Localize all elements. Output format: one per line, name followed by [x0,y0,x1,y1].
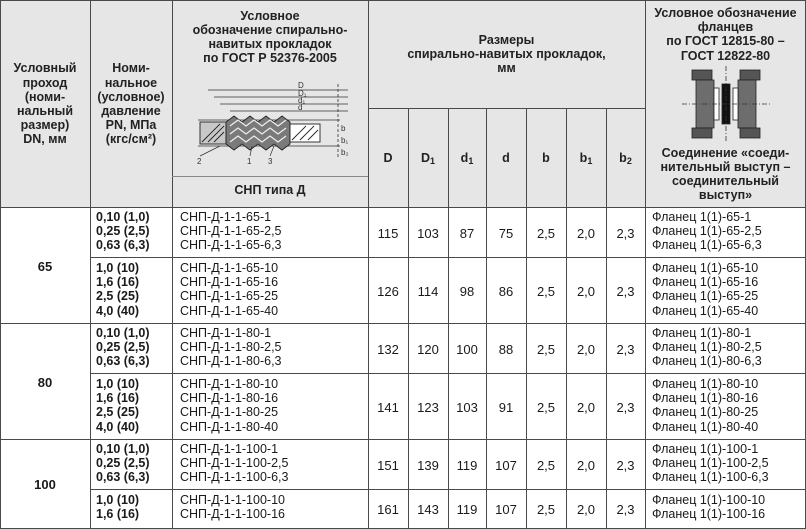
table-border [0,0,1,529]
dim-D1: 123 [417,399,439,415]
dim-d: 75 [498,225,514,241]
dim-b1: 2,0 [576,225,596,241]
dim-b2: 2,3 [616,502,635,517]
dim-d1: 98 [459,283,475,299]
dim-d: 107 [495,457,517,473]
dim-b2: 2,3 [616,283,635,299]
column-divider [172,0,173,529]
symbol-b2: b $_2$ [619,151,632,166]
pressure-list: 1,0 (10) 1,6 (16) 2,5 (25) 4,0 (40) [96,377,140,434]
dim-b: 2,5 [536,457,556,473]
header-flange-title: Условное обозначение фланцев по ГОСТ 12815-80 – ГОСТ 12822-80 [654,6,797,63]
header-divider [0,207,806,208]
dim-b2: 2,3 [616,225,635,241]
row-divider [90,373,806,374]
header-divider [172,176,368,177]
dim-d: 107 [495,502,517,517]
column-divider [368,0,369,529]
flange-list: Фланец 1(1)-65-1 Фланец 1(1)-65-2,5 Фланец 1(1)-65-6,3 [652,210,762,253]
dim-b2: 2,3 [616,399,635,415]
column-divider [486,108,487,529]
dim-d1: 119 [456,502,478,517]
dim-b: 2,5 [536,399,556,415]
gasket-list: СНП-Д-1-1-100-1 СНП-Д-1-1-100-2,5 СНП-Д-1-1-100-6,3 [180,442,289,485]
symbol-D: D [383,151,393,165]
gasket-list: СНП-Д-1-1-65-1 СНП-Д-1-1-65-2,5 СНП-Д-1-1-65-6,3 [180,210,282,253]
dim-D1: 120 [417,341,439,357]
column-divider [645,0,646,529]
gasket-list: СНП-Д-1-1-80-10 СНП-Д-1-1-80-16 СНП-Д-1-1-80-25 СНП-Д-1-1-80-40 [180,377,279,434]
flange-list: Фланец 1(1)-100-1 Фланец 1(1)-100-2,5 Фланец 1(1)-100-6,3 [652,442,769,485]
header-gasket-type: СНП типа Д [234,183,306,198]
figure-label-3: 3 [268,157,273,166]
dim-b: 2,5 [536,341,556,357]
figure-label-2: 2 [197,157,202,166]
flange-list: Фланец 1(1)-65-10 Фланец 1(1)-65-16 Фланец 1(1)-65-25 Фланец 1(1)-65-40 [652,261,759,318]
dn-80: 80 [37,374,53,390]
dim-D: 132 [377,341,399,357]
dn-100: 100 [34,477,56,492]
dim-D: 126 [377,283,399,299]
flange-drawing [682,66,770,142]
header-pn: Номи- нальное (условное) давление PN, МПа (кгс/см²) [97,61,165,147]
dim-d: 91 [498,399,514,415]
symbol-D1: D $_1$ [420,151,436,166]
dim-D1: 143 [417,502,439,517]
dim-d1: 103 [456,399,478,415]
dn-65: 65 [37,258,53,274]
flange-list: Фланец 1(1)-100-10 Фланец 1(1)-100-16 [652,493,766,522]
header-flange-connection: Соединение «соеди- нительный выступ – соединительный выступ» [660,145,791,203]
dim-b: 2,5 [536,225,556,241]
symbol-b1: b $_1$ [579,151,593,166]
dim-D1: 114 [417,283,439,299]
column-divider [448,108,449,529]
dim-b2: 2,3 [616,457,635,473]
figure-label-d1: d₁ [298,96,306,105]
row-divider [0,439,806,440]
dim-d1: 87 [459,225,475,241]
dim-D: 115 [377,225,399,241]
header-dimensions-title: Размеры спирально-навитых прокладок, мм [407,32,606,76]
column-divider [606,108,607,529]
column-divider [566,108,567,529]
dim-b1: 2,0 [576,399,596,415]
column-divider [408,108,409,529]
dim-b1: 2,0 [576,502,596,517]
symbol-b: b [542,151,550,165]
dim-b: 2,5 [536,502,556,517]
dim-b2: 2,3 [616,341,635,357]
dim-d1: 100 [456,341,478,357]
symbol-d1: d $_1$ [460,151,474,166]
figure-label-D: D [298,81,304,90]
dim-D: 141 [377,399,399,415]
dim-D1: 103 [417,225,439,241]
row-divider [0,323,806,324]
dim-d: 86 [498,283,514,299]
flange-list: Фланец 1(1)-80-1 Фланец 1(1)-80-2,5 Фланец 1(1)-80-6,3 [652,326,762,369]
figure-label-b2: b₂ [341,148,349,157]
row-divider [90,257,806,258]
pressure-list: 1,0 (10) 1,6 (16) 2,5 (25) 4,0 (40) [96,261,140,318]
header-dn: Условный проход (номи- нальный размер) DN, мм [13,61,77,147]
dim-d: 88 [498,341,514,357]
table-border [0,0,806,1]
figure-label-b1: b₁ [341,136,349,145]
dim-b1: 2,0 [576,341,596,357]
pressure-list: 1,0 (10) 1,6 (16) [96,493,140,522]
row-divider [90,489,806,490]
flange-list: Фланец 1(1)-80-10 Фланец 1(1)-80-16 Фланец 1(1)-80-25 Фланец 1(1)-80-40 [652,377,759,434]
gasket-list: СНП-Д-1-1-80-1 СНП-Д-1-1-80-2,5 СНП-Д-1-1-80-6,3 [180,326,282,369]
header-gasket-title: Условное обозначение спирально- навитых прокладок по ГОСТ Р 52376-2005 [192,8,348,66]
figure-label-b: b [341,124,346,133]
figure-label-1: 1 [247,157,252,166]
dim-D1: 139 [417,457,439,473]
dim-b1: 2,0 [576,283,596,299]
figure-label-d: d [298,103,303,112]
column-divider [526,108,527,529]
gasket-list: СНП-Д-1-1-100-10 СНП-Д-1-1-100-16 [180,493,285,522]
pressure-list: 0,10 (1,0) 0,25 (2,5) 0,63 (6,3) [96,326,150,369]
dim-D: 151 [377,457,399,473]
symbol-d: d [502,151,510,165]
pressure-list: 0,10 (1,0) 0,25 (2,5) 0,63 (6,3) [96,442,150,485]
gasket-drawing [190,76,355,174]
figure-label-D1: D₁ [298,89,307,98]
dim-D: 161 [377,502,399,517]
dim-b1: 2,0 [576,457,596,473]
header-divider [368,108,645,109]
dim-b: 2,5 [536,283,556,299]
dim-d1: 119 [456,457,478,473]
column-divider [90,0,91,529]
gasket-list: СНП-Д-1-1-65-10 СНП-Д-1-1-65-16 СНП-Д-1-1-65-25 СНП-Д-1-1-65-40 [180,261,279,318]
pressure-list: 0,10 (1,0) 0,25 (2,5) 0,63 (6,3) [96,210,150,253]
